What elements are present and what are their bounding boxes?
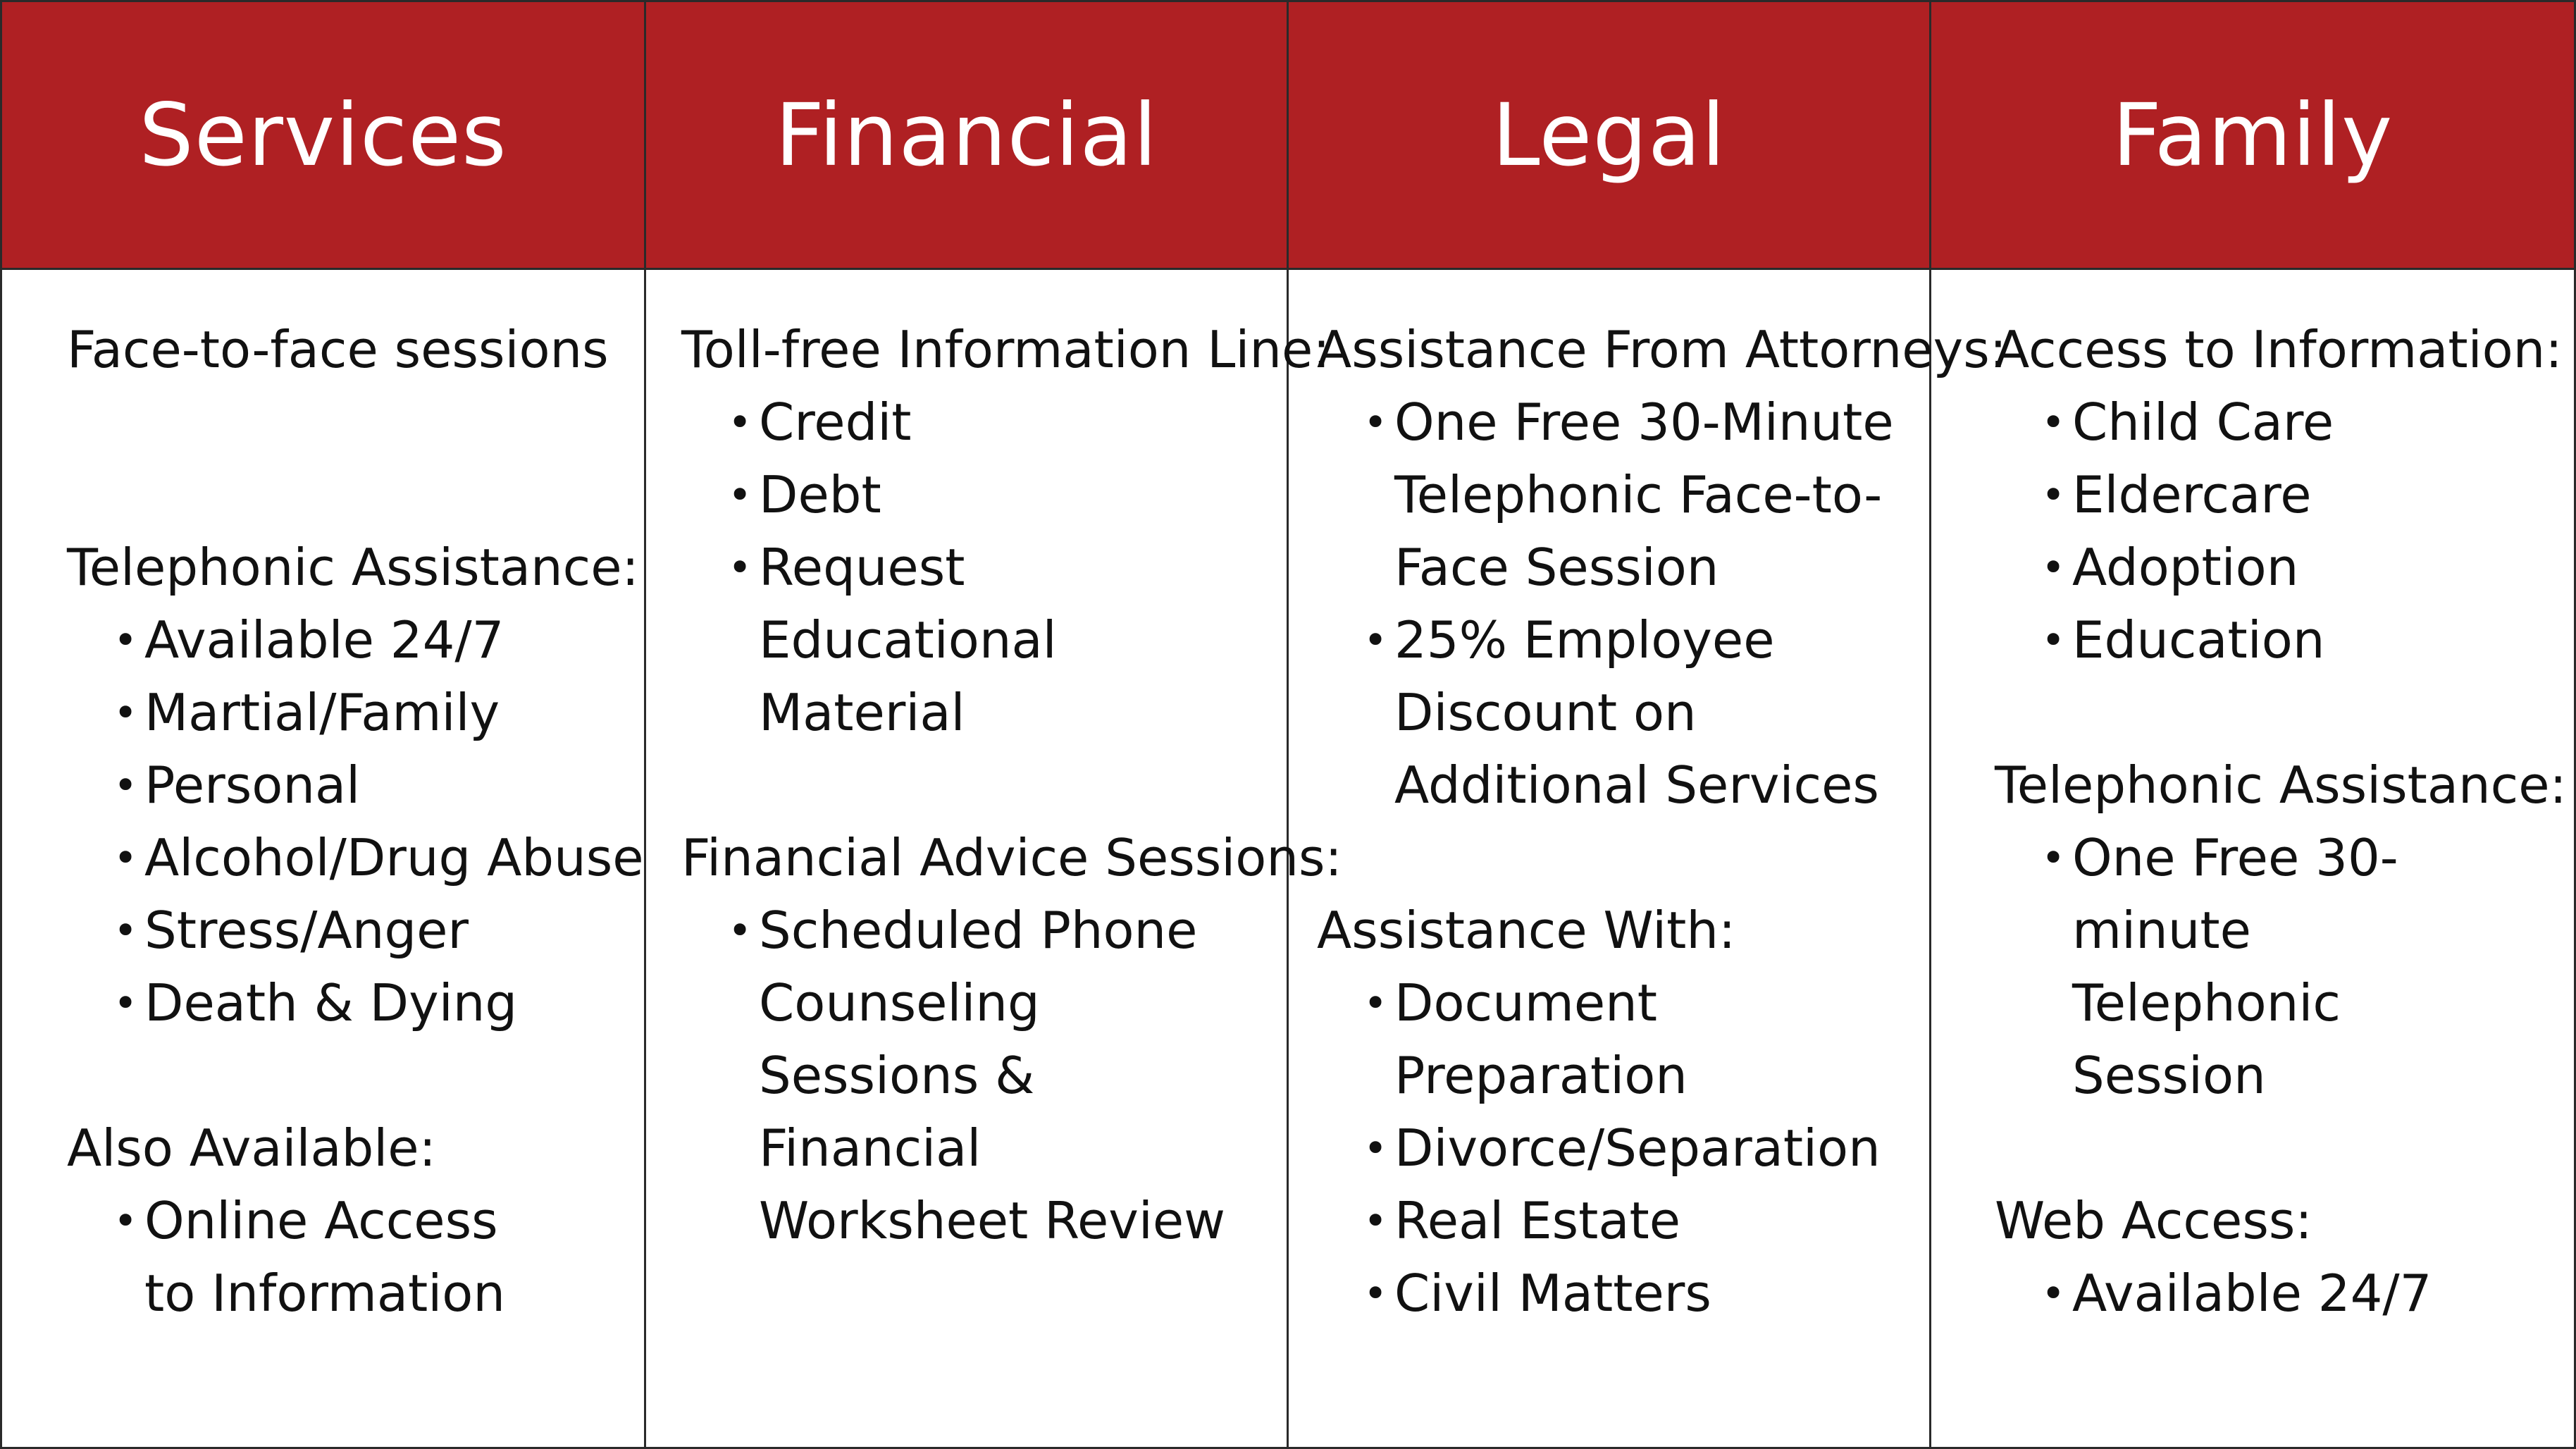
list-item: • Available 24/7 [67, 604, 644, 677]
header-family: Family [2112, 85, 2394, 185]
list-item: • Request Educational Material [681, 531, 1245, 749]
section-title: Financial Advice Sessions: [681, 828, 1342, 887]
services-face-to-face-section [67, 314, 644, 386]
list-item: • Eldercare [1995, 459, 2574, 531]
family-column [1931, 270, 2574, 1447]
services-telephonic-section [67, 531, 644, 1040]
family-telephonic-section [1995, 749, 2574, 1112]
services-column [2, 270, 646, 1447]
section-title: Also Available: [67, 1118, 436, 1178]
header-row [2, 2, 2574, 270]
list-item: • Stress/Anger [67, 894, 644, 967]
list-item: • Available 24/7 [1995, 1257, 2574, 1330]
header-legal: Legal [1289, 2, 1931, 268]
list-item: • Child Care [1995, 386, 2574, 459]
section-title: Access to Information: [1995, 320, 2563, 379]
bullet-list [1995, 386, 2574, 677]
header-services: Services [2, 2, 646, 268]
legal-attorneys-section [1317, 314, 2007, 822]
list-item: • Divorce/Separation [1317, 1112, 1929, 1185]
bullet-list [1995, 1257, 2574, 1330]
body-row [2, 270, 2574, 1447]
bullet-list [1995, 822, 2574, 1112]
bullet-list [67, 1185, 644, 1330]
legal-column [1289, 270, 2007, 1447]
list-item: • Alcohol/Drug Abuse [67, 822, 644, 894]
list-item: • Debt [681, 459, 1287, 531]
list-item: • Online Access to Information [67, 1185, 511, 1330]
section-title: Toll-free Information Line: [681, 320, 1330, 379]
financial-toll-free-section [681, 314, 1330, 749]
list-item: • One Free 30-minute Telephonic Session [1995, 822, 2530, 1112]
section-title: Telephonic Assistance: [67, 538, 639, 597]
bullet-list [1317, 386, 1929, 822]
list-item: • Education [1995, 604, 2574, 677]
list-item: • Credit [681, 386, 1287, 459]
section-title: Assistance From Attorneys: [1317, 320, 2007, 379]
list-item: • Adoption [1995, 531, 2574, 604]
section-title: Web Access: [1995, 1191, 2312, 1250]
list-item: • One Free 30-Minute Telephonic Face-to-Face Session [1317, 386, 1930, 604]
section-title: Telephonic Assistance: [1995, 756, 2567, 815]
section-title: Face-to-face sessions [67, 320, 609, 379]
bullet-list [681, 894, 1287, 1257]
financial-advice-section [681, 822, 1342, 1257]
list-item: • Real Estate [1317, 1185, 1929, 1257]
list-item: • Civil Matters [1317, 1257, 1929, 1330]
list-item: • Scheduled Phone Counseling Sessions & Financial Worksheet Review [681, 894, 1245, 1257]
list-item: • Document Preparation [1317, 967, 1929, 1112]
header-financial: Financial [646, 2, 1289, 268]
family-access-section [1995, 314, 2574, 677]
bullet-list [67, 604, 644, 1040]
section-title: Assistance With: [1317, 901, 1736, 960]
list-item: • 25% Employee Discount on Additional Services [1317, 604, 1930, 822]
bullet-list [1317, 967, 1929, 1330]
legal-assistance-with-section [1317, 894, 1929, 1330]
financial-column [646, 270, 1342, 1447]
list-item: • Death & Dying [67, 967, 644, 1040]
list-item: • Martial/Family [67, 677, 644, 749]
family-web-access-section [1995, 1185, 2574, 1330]
services-also-available-section [67, 1112, 644, 1330]
list-item: • Personal [67, 749, 644, 822]
bullet-list [681, 386, 1287, 749]
